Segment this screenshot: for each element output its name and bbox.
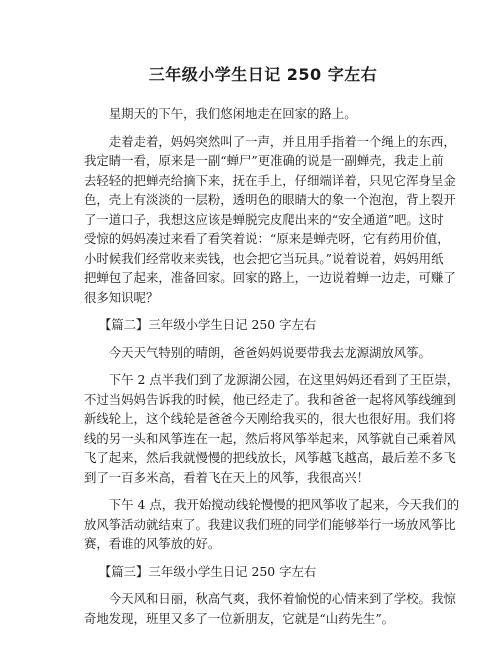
text-line: 奇地发现，班里又多了一位新朋友，它就是“山药先生”。 xyxy=(84,610,395,626)
text-line: 下午 2 点半我们到了龙源湖公园，在这里妈妈还看到了王臣崇， xyxy=(108,372,460,387)
section-heading: 【篇三】三年级小学生日记 250 字左右 xyxy=(98,563,317,579)
text-line: 我定睛一看，原来是一副“蝉尸”更准确的说是一副蝉壳，我走上前 xyxy=(84,153,444,168)
paragraph xyxy=(84,370,460,487)
text-line: 小时候我们经常收来卖钱，也会把它当玩具。”说着说着，妈妈用纸 xyxy=(84,250,444,266)
text-line: 把蝉包了起来，准备回家。回家的路上，一边说着蝉一边走，可赚了 xyxy=(84,270,456,285)
text-line: 了一道口子，我想这应该是蝉脱完皮爬出来的“安全通道”吧。这时 xyxy=(84,211,444,227)
text-line: 今天风和日丽，秋高气爽，我怀着愉悦的心情来到了学校。我惊 xyxy=(108,591,456,606)
text-line: 到了一百多米高，看着飞在天上的风筝，我很高兴！ xyxy=(84,469,369,485)
text-line: 星期天的下午，我们悠闲地走在回家的路上。 xyxy=(108,106,357,121)
text-line: 赛，看谁的风筝放的好。 xyxy=(84,536,221,551)
text-line: 不过当妈妈告诉我的时候，他已经走了。我和爸爸一起将风筝线缠到 xyxy=(84,391,456,407)
text-line: 下午 4 点，我开始搅动线轮慢慢的把风筝收了起来，今天我们的 xyxy=(108,497,460,512)
text-line: 走着走着，妈妈突然叫了一声，并且用手指着一个绳上的东西， xyxy=(108,133,456,149)
text-line: 线的另一头和风筝连在一起，然后将风筝举起来，风筝就自己乘着风 xyxy=(84,430,456,446)
text-line: 很多知识呢？ xyxy=(84,289,159,305)
text-line: 色，壳上有淡淡的一层粉，透明色的眼睛大的象一个泡泡，背上裂开 xyxy=(84,192,456,207)
document-title: 三年级小学生日记 250 字左右 xyxy=(148,65,378,84)
paragraph xyxy=(84,589,456,628)
paragraph xyxy=(84,132,456,308)
text-line: 飞了起来，然后我就慢慢的把线放长，风筝越飞越高，最后差不多飞 xyxy=(84,450,456,465)
text-line: 放风筝活动就结束了。我建议我们班的同学们能够举行一场放风筝比 xyxy=(84,516,456,532)
text-line: 去轻轻的把蝉壳给摘下来，抚在手上，仔细端详着，只见它浑身呈金 xyxy=(84,172,456,188)
text-line: 受惊的妈妈凑过来看了看笑着说：“原来是蝉壳呀，它有药用价值， xyxy=(84,231,450,246)
section-heading: 【篇二】三年级小学生日记 250 字左右 xyxy=(98,317,317,332)
text-line: 今天天气特别的晴朗，爸爸妈妈说要带我去龙源湖放风筝。 xyxy=(108,344,431,360)
paragraph xyxy=(84,104,442,124)
paragraph xyxy=(84,495,460,554)
paragraph xyxy=(84,343,442,363)
text-line: 新线轮上，这个线轮是爸爸今天刚给我买的，很大也很好用。我们将 xyxy=(84,411,456,426)
